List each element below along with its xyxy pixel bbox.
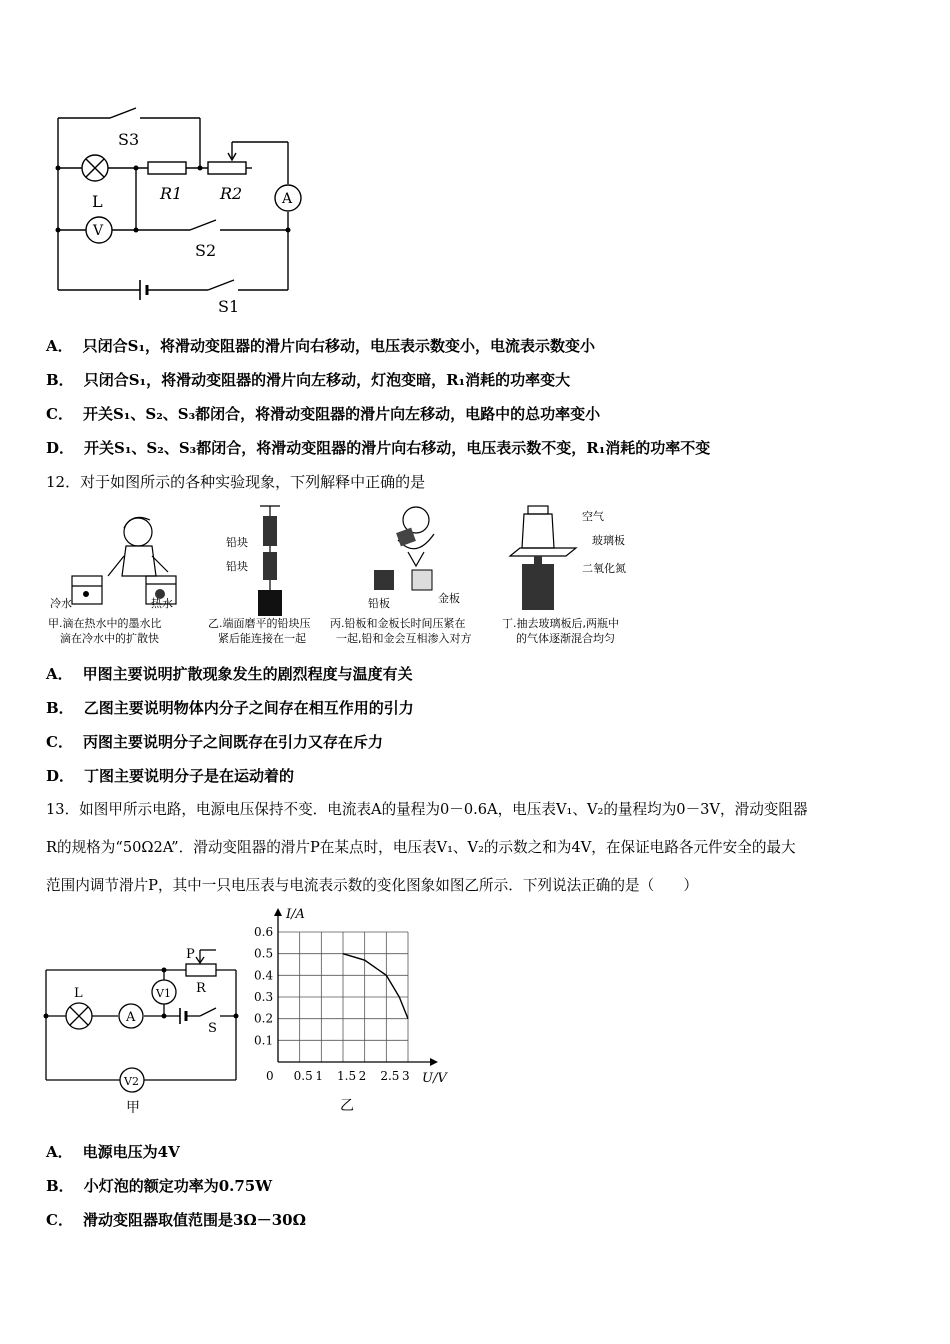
- q12-option-a[interactable]: A． 甲图主要说明扩散现象发生的剧烈程度与温度有关: [46, 665, 413, 683]
- q13-stem-line-3: 范围内调节滑片P，其中一只电压表与电流表示数的变化图象如图乙所示．下列说法正确的是（ ）: [46, 877, 698, 894]
- yi-caption-1: 乙.端面磨平的铅块压: [208, 617, 311, 630]
- figure-ding: [508, 504, 578, 614]
- label-s: S: [208, 1021, 217, 1036]
- x-axis-arrow: [430, 1058, 438, 1066]
- q13-stem-line-2: R的规格为“50Ω2A”．滑动变阻器的滑片P在某点时，电压表V₁、V₂的示数之和为4V，在保证电路各元件安全的最大: [46, 839, 796, 856]
- ding-air-label: 空气: [582, 510, 604, 523]
- series-line: [343, 954, 408, 1019]
- x-tick-label: 0: [266, 1069, 274, 1083]
- label-s3: S3: [118, 130, 140, 149]
- q12-option-d[interactable]: D． 丁图主要说明分子是在运动着的: [46, 767, 295, 785]
- q11-option-a[interactable]: A． 只闭合S₁，将滑动变阻器的滑片向右移动，电压表示数变小，电流表示数变小: [46, 337, 596, 355]
- x-tick-label: 1.5: [337, 1069, 357, 1083]
- y-axis-label: I/A: [286, 907, 305, 922]
- q13-option-c[interactable]: C． 滑动变阻器取值范围是3Ω－30Ω: [46, 1211, 306, 1229]
- x-tick-label: 2: [358, 1069, 367, 1083]
- bing-gold-label: 金板: [438, 592, 460, 605]
- q13-option-b[interactable]: B． 小灯泡的额定功率为0.75W: [46, 1177, 273, 1195]
- x-tick-label: 1: [315, 1069, 323, 1083]
- y-tick-label: 0.2: [254, 1011, 274, 1026]
- label-r1: R1: [160, 184, 183, 203]
- q12-option-b[interactable]: B． 乙图主要说明物体内分子之间存在相互作用的引力: [46, 699, 414, 717]
- x-tick-label: 0.5: [293, 1069, 313, 1083]
- bing-caption-1: 丙.铅板和金板长时间压紧在: [330, 617, 466, 630]
- yi-caption-2: 紧后能连接在一起: [218, 632, 306, 645]
- q11-option-b[interactable]: B． 只闭合S₁，将滑动变阻器的滑片向左移动，灯泡变暗，R₁消耗的功率变大: [46, 371, 571, 389]
- x-tick-label: 2.5: [380, 1069, 400, 1083]
- y-tick-label: 0.5: [254, 946, 274, 961]
- q13-option-a[interactable]: A． 电源电压为4V: [46, 1143, 180, 1161]
- q11-option-c[interactable]: C． 开关S₁、S₂、S₃都闭合，将滑动变阻器的滑片向左移动，电路中的总功率变小: [46, 405, 601, 423]
- ding-no2-label: 二氧化氮: [582, 562, 626, 575]
- jia-caption-2: 滴在冷水中的扩散快: [60, 632, 159, 645]
- caption-yi: 乙: [340, 1098, 354, 1114]
- label-v2: V2: [124, 1075, 139, 1088]
- y-axis-arrow: [274, 908, 282, 916]
- bing-lead-label: 铅板: [368, 597, 390, 610]
- label-r: R: [196, 981, 206, 996]
- q11-option-d[interactable]: D． 开关S₁、S₂、S₃都闭合，将滑动变阻器的滑片向右移动，电压表示数不变，R₁消耗的功率不变: [46, 439, 711, 457]
- label-v1: V1: [156, 987, 171, 1000]
- jia-cold-label: 冷水: [50, 597, 72, 610]
- ding-caption-1: 丁.抽去玻璃板后,两瓶中: [502, 617, 619, 630]
- label-l: L: [92, 192, 103, 211]
- figure-yi: [250, 504, 300, 620]
- ding-caption-2: 的气体逐渐混合均匀: [516, 632, 615, 645]
- q13-stem-line-1: 13．如图甲所示电路，电源电压保持不变．电流表A的量程为0－0.6A，电压表V₁、V₂的量程均为0－3V，滑动变阻器: [46, 801, 808, 818]
- x-tick-label: 3: [402, 1069, 410, 1083]
- y-tick-label: 0.4: [254, 968, 274, 983]
- y-tick-label: 0.3: [254, 990, 274, 1004]
- jia-hot-label: 热水: [151, 597, 173, 610]
- q12-option-c[interactable]: C． 丙图主要说明分子之间既存在引力又存在斥力: [46, 733, 383, 751]
- label-p: P: [186, 947, 195, 962]
- yi-lead-label-1: 铅块: [226, 536, 248, 549]
- bing-caption-2: 一起,铅和金会互相渗入对方: [336, 632, 472, 645]
- y-tick-label: 0.1: [254, 1033, 274, 1048]
- circuit-diagram-1: [40, 100, 310, 320]
- iu-graph: [246, 902, 456, 1118]
- y-tick-label: 0.6: [254, 925, 274, 939]
- label-r2: R2: [220, 184, 243, 203]
- ding-glass-label: 玻璃板: [592, 534, 625, 547]
- label-a: A: [282, 191, 293, 207]
- q12-stem: 12．对于如图所示的各种实验现象，下列解释中正确的是: [46, 473, 426, 491]
- label-v: V: [93, 223, 104, 239]
- jia-caption-1: 甲.滴在热水中的墨水比: [48, 617, 162, 630]
- yi-lead-label-2: 铅块: [226, 560, 248, 573]
- x-axis-label: U/V: [422, 1071, 447, 1086]
- circuit-diagram-jia: [40, 940, 240, 1120]
- label-a2: A: [126, 1010, 136, 1025]
- label-s1: S1: [218, 297, 240, 316]
- label-l2: L: [74, 986, 83, 1001]
- caption-jia: 甲: [126, 1100, 140, 1116]
- label-s2: S2: [195, 241, 217, 260]
